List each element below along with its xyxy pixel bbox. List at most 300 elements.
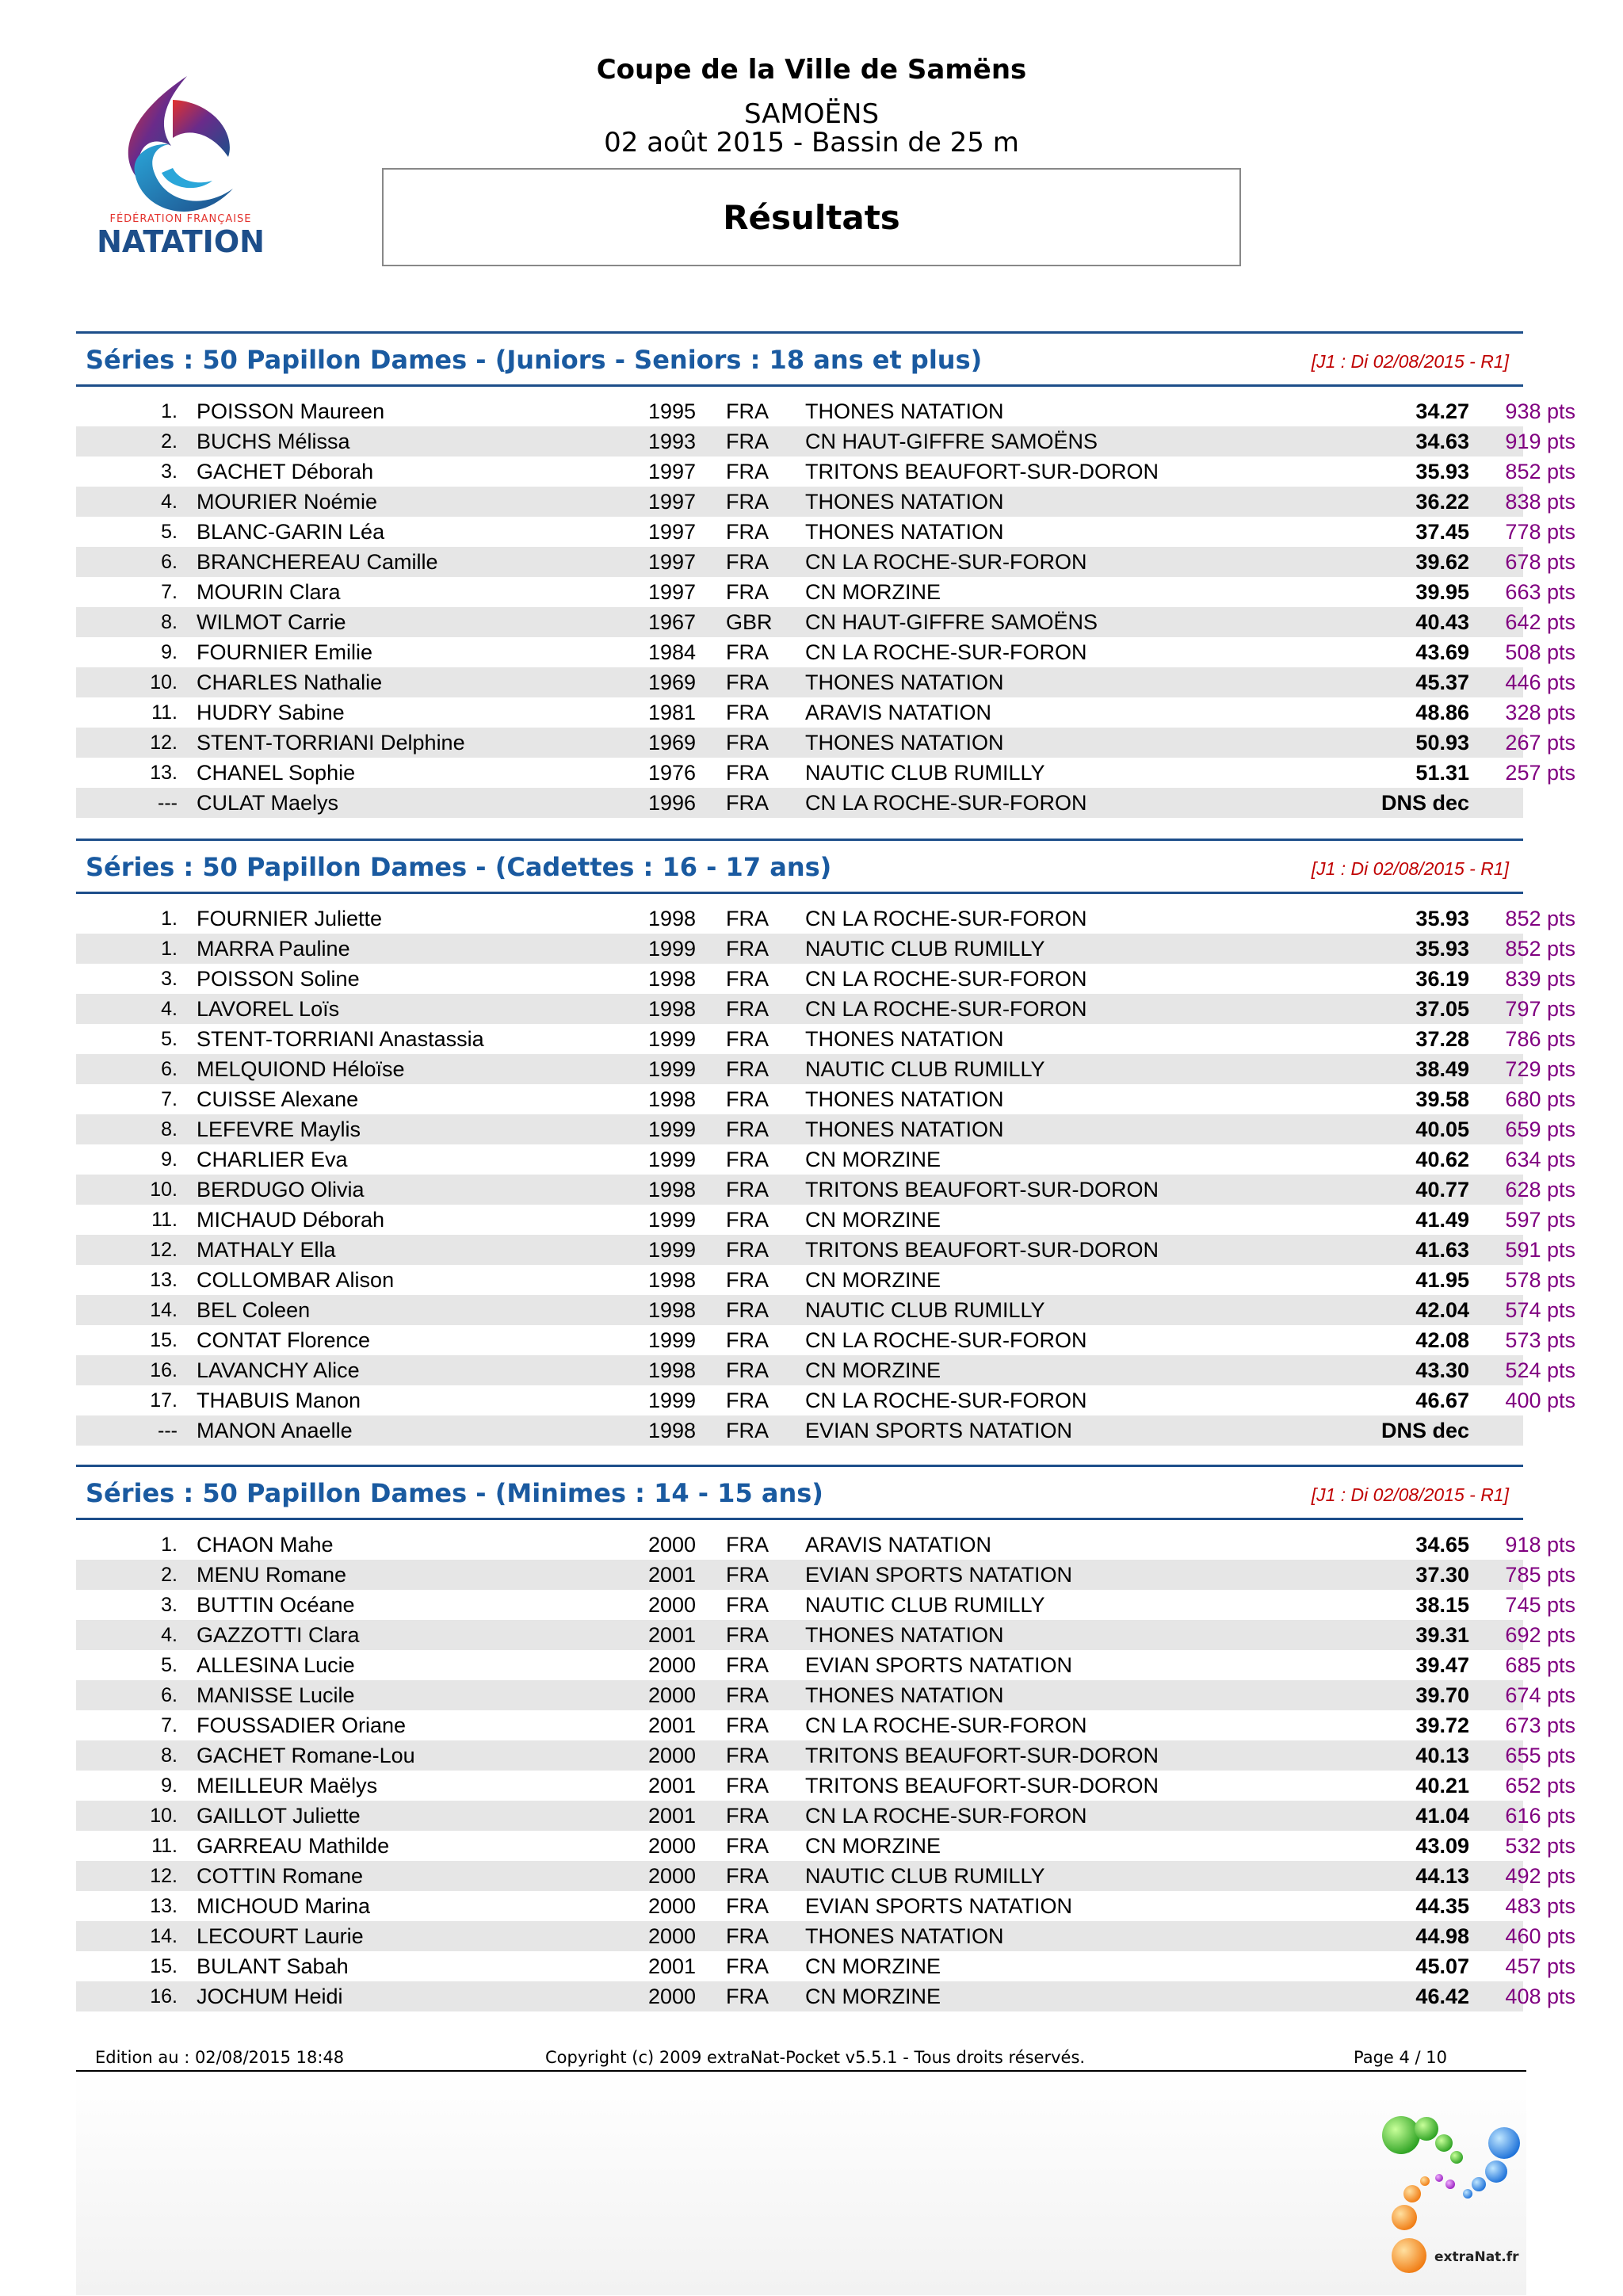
birth-year-cell: 1969 (648, 731, 697, 755)
section-title: Séries : 50 Papillon Dames - (Minimes : 14 - 15 ans) (86, 1478, 823, 1508)
swimmer-name-cell: BERDUGO Olivia (197, 1178, 365, 1201)
club-cell: NAUTIC CLUB RUMILLY (805, 761, 1045, 785)
time-cell: 40.13 (1415, 1744, 1469, 1767)
results-table (76, 1530, 1575, 2011)
results-title-box (382, 168, 1241, 266)
points-cell: 797 pts (1505, 997, 1575, 1021)
time-cell: 39.62 (1415, 550, 1469, 574)
birth-year-cell: 1998 (648, 1178, 697, 1201)
swimmer-name-cell: LAVANCHY Alice (197, 1358, 360, 1382)
rank-cell: 14. (150, 1925, 178, 1947)
table-row (76, 1560, 1575, 1590)
swimmer-name-cell: BULANT Sabah (197, 1954, 349, 1978)
points-cell: 574 pts (1505, 1298, 1575, 1322)
birth-year-cell: 2000 (648, 1924, 697, 1948)
table-row (76, 667, 1575, 697)
table-row (76, 547, 1575, 577)
birth-year-cell: 2001 (648, 1954, 697, 1978)
points-cell: 918 pts (1505, 1533, 1575, 1557)
club-cell: CN LA ROCHE-SUR-FORON (805, 1804, 1087, 1828)
points-cell: 532 pts (1505, 1834, 1575, 1858)
club-cell: CN LA ROCHE-SUR-FORON (805, 967, 1087, 991)
birth-year-cell: 1998 (648, 1268, 697, 1292)
rank-cell: 9. (161, 641, 178, 663)
meet-date: 02 août 2015 - Bassin de 25 m (604, 127, 1019, 159)
results-table (76, 396, 1575, 818)
points-cell: 663 pts (1505, 580, 1575, 604)
birth-year-cell: 2000 (648, 1683, 697, 1707)
nationality-cell: FRA (726, 1208, 769, 1232)
points-cell: 839 pts (1505, 967, 1575, 991)
table-row (76, 1680, 1575, 1710)
points-cell: 852 pts (1505, 460, 1575, 483)
table-row (76, 396, 1575, 426)
club-cell: CN MORZINE (805, 580, 941, 604)
club-cell: CN HAUT-GIFFRE SAMOËNS (805, 430, 1098, 453)
swimmer-name-cell: ALLESINA Lucie (197, 1653, 355, 1677)
time-cell: 39.47 (1415, 1653, 1469, 1677)
points-cell: 673 pts (1505, 1713, 1575, 1737)
meet-title: Coupe de la Ville de Samëns (596, 54, 1027, 86)
nationality-cell: FRA (726, 701, 769, 724)
time-cell: DNS dec (1381, 791, 1469, 815)
birth-year-cell: 1997 (648, 460, 697, 483)
rank-cell: 4. (161, 998, 178, 1020)
club-cell: TRITONS BEAUFORT-SUR-DORON (805, 460, 1159, 483)
club-cell: CN LA ROCHE-SUR-FORON (805, 791, 1087, 815)
rank-cell: 17. (150, 1389, 178, 1412)
nationality-cell: FRA (726, 997, 769, 1021)
nationality-cell: FRA (726, 1653, 769, 1677)
swimmer-name-cell: CHANEL Sophie (197, 761, 356, 785)
club-cell: EVIAN SPORTS NATATION (805, 1563, 1073, 1587)
table-row (76, 758, 1575, 788)
rank-cell: 15. (150, 1955, 178, 1977)
time-cell: 40.43 (1415, 610, 1469, 634)
points-cell: 457 pts (1505, 1954, 1575, 1978)
meet-city: SAMOËNS (743, 98, 880, 130)
swimmer-name-cell: STENT-TORRIANI Delphine (197, 731, 465, 755)
time-cell: 36.22 (1415, 490, 1469, 514)
club-cell: THONES NATATION (805, 1027, 1004, 1051)
table-row (76, 1620, 1575, 1650)
points-cell: 745 pts (1505, 1593, 1575, 1617)
birth-year-cell: 1995 (648, 399, 697, 423)
birth-year-cell: 2000 (648, 1894, 697, 1918)
nationality-cell: FRA (726, 1985, 769, 2008)
nationality-cell: FRA (726, 937, 769, 961)
nationality-cell: FRA (726, 1563, 769, 1587)
rank-cell: 5. (161, 1654, 178, 1676)
time-cell: 42.04 (1415, 1298, 1469, 1322)
table-row (76, 1355, 1575, 1385)
birth-year-cell: 1998 (648, 997, 697, 1021)
rank-cell: 2. (161, 430, 178, 453)
results-section (76, 839, 1575, 1446)
rank-cell: --- (158, 792, 178, 814)
time-cell: 46.67 (1415, 1389, 1469, 1412)
time-cell: 36.19 (1415, 967, 1469, 991)
time-cell: 39.31 (1415, 1623, 1469, 1647)
table-row (76, 1114, 1575, 1144)
nationality-cell: FRA (726, 1533, 769, 1557)
swimmer-name-cell: THABUIS Manon (197, 1389, 361, 1412)
section-header (76, 839, 1523, 894)
time-cell: 35.93 (1415, 460, 1469, 483)
rank-cell: 3. (161, 1594, 178, 1616)
points-cell: 655 pts (1505, 1744, 1575, 1767)
club-cell: THONES NATATION (805, 1087, 1004, 1111)
section-header (76, 331, 1523, 387)
swimmer-name-cell: POISSON Maureen (197, 399, 385, 423)
section-header (76, 1465, 1523, 1520)
time-cell: 35.93 (1415, 907, 1469, 930)
table-row (76, 1205, 1575, 1235)
club-cell: CN HAUT-GIFFRE SAMOËNS (805, 610, 1098, 634)
nationality-cell: FRA (726, 967, 769, 991)
table-row (76, 1921, 1575, 1951)
time-cell: 45.37 (1415, 670, 1469, 694)
rank-cell: 1. (161, 938, 178, 960)
swimmer-name-cell: GACHET Romane-Lou (197, 1744, 415, 1767)
club-cell: THONES NATATION (805, 670, 1004, 694)
rank-cell: 5. (161, 1028, 178, 1050)
results-title: Résultats (723, 197, 900, 237)
results-table (76, 904, 1575, 1446)
birth-year-cell: 1996 (648, 791, 697, 815)
points-cell: 919 pts (1505, 430, 1575, 453)
points-cell: 680 pts (1505, 1087, 1575, 1111)
club-cell: CN MORZINE (805, 1148, 941, 1171)
club-cell: ARAVIS NATATION (805, 1533, 992, 1557)
swimmer-name-cell: CHAON Mahe (197, 1533, 334, 1557)
nationality-cell: FRA (726, 550, 769, 574)
club-cell: NAUTIC CLUB RUMILLY (805, 1057, 1045, 1081)
table-row (76, 1265, 1575, 1295)
birth-year-cell: 1999 (648, 1328, 697, 1352)
nationality-cell: FRA (726, 1744, 769, 1767)
rank-cell: 11. (151, 1209, 178, 1231)
rank-cell: 3. (161, 460, 178, 483)
birth-year-cell: 1999 (648, 1208, 697, 1232)
swimmer-name-cell: MELQUIOND Héloïse (197, 1057, 405, 1081)
points-cell: 659 pts (1505, 1117, 1575, 1141)
points-cell: 328 pts (1505, 701, 1575, 724)
rank-cell: 9. (161, 1148, 178, 1171)
club-cell: CN LA ROCHE-SUR-FORON (805, 550, 1087, 574)
club-cell: THONES NATATION (805, 490, 1004, 514)
club-cell: EVIAN SPORTS NATATION (805, 1653, 1073, 1677)
nationality-cell: FRA (726, 761, 769, 785)
birth-year-cell: 1967 (648, 610, 697, 634)
club-cell: THONES NATATION (805, 1117, 1004, 1141)
club-cell: CN LA ROCHE-SUR-FORON (805, 1389, 1087, 1412)
swimmer-name-cell: WILMOT Carrie (197, 610, 346, 634)
swimmer-name-cell: BRANCHEREAU Camille (197, 550, 438, 574)
table-row (76, 1891, 1575, 1921)
points-cell: 492 pts (1505, 1864, 1575, 1888)
points-cell: 597 pts (1505, 1208, 1575, 1232)
rank-cell: 10. (150, 1179, 178, 1201)
birth-year-cell: 1998 (648, 1087, 697, 1111)
points-cell: 460 pts (1505, 1924, 1575, 1948)
birth-year-cell: 1999 (648, 1238, 697, 1262)
table-row (76, 457, 1575, 487)
nationality-cell: FRA (726, 670, 769, 694)
nationality-cell: FRA (726, 907, 769, 930)
club-cell: CN MORZINE (805, 1268, 941, 1292)
birth-year-cell: 2001 (648, 1563, 697, 1587)
table-row (76, 904, 1575, 934)
points-cell: 483 pts (1505, 1894, 1575, 1918)
points-cell: 678 pts (1505, 550, 1575, 574)
birth-year-cell: 1993 (648, 430, 697, 453)
club-cell: THONES NATATION (805, 1924, 1004, 1948)
swimmer-name-cell: BLANC-GARIN Léa (197, 520, 385, 544)
table-row (76, 1325, 1575, 1355)
table-row (76, 517, 1575, 547)
club-cell: TRITONS BEAUFORT-SUR-DORON (805, 1774, 1159, 1797)
club-cell: TRITONS BEAUFORT-SUR-DORON (805, 1178, 1159, 1201)
swimmer-name-cell: FOUSSADIER Oriane (197, 1713, 407, 1737)
points-cell: 257 pts (1505, 761, 1575, 785)
rank-cell: 6. (161, 1058, 178, 1080)
swimmer-name-cell: CONTAT Florence (197, 1328, 371, 1352)
swimmer-name-cell: MATHALY Ella (197, 1238, 336, 1262)
points-cell: 616 pts (1505, 1804, 1575, 1828)
time-cell: 46.42 (1415, 1985, 1469, 2008)
table-row (76, 964, 1575, 994)
swimmer-name-cell: CHARLES Nathalie (197, 670, 383, 694)
club-cell: TRITONS BEAUFORT-SUR-DORON (805, 1744, 1159, 1767)
nationality-cell: FRA (726, 1623, 769, 1647)
points-cell: 573 pts (1505, 1328, 1575, 1352)
rank-cell: 16. (150, 1985, 178, 2008)
birth-year-cell: 2000 (648, 1744, 697, 1767)
ffn-logo-subtitle: FÉDÉRATION FRANÇAISE (109, 213, 252, 225)
nationality-cell: FRA (726, 791, 769, 815)
points-cell: 652 pts (1505, 1774, 1575, 1797)
club-cell: THONES NATATION (805, 1623, 1004, 1647)
rank-cell: 12. (150, 1239, 178, 1261)
footer-copyright: Copyright (c) 2009 extraNat-Pocket v5.5.1 - Tous droits réservés. (545, 2048, 1086, 2067)
table-row (76, 1295, 1575, 1325)
rank-cell: 11. (151, 701, 178, 724)
time-cell: 38.15 (1415, 1593, 1469, 1617)
swimmer-name-cell: LECOURT Laurie (197, 1924, 364, 1948)
points-cell: 778 pts (1505, 520, 1575, 544)
time-cell: 40.05 (1415, 1117, 1469, 1141)
rank-cell: 13. (150, 1895, 178, 1917)
birth-year-cell: 1999 (648, 1057, 697, 1081)
time-cell: 43.30 (1415, 1358, 1469, 1382)
points-cell: 674 pts (1505, 1683, 1575, 1707)
rank-cell: 16. (150, 1359, 178, 1381)
club-cell: CN LA ROCHE-SUR-FORON (805, 1713, 1087, 1737)
rank-cell: 13. (150, 1269, 178, 1291)
swimmer-name-cell: CULAT Maelys (197, 791, 339, 815)
swimmer-name-cell: LAVOREL Loïs (197, 997, 340, 1021)
birth-year-cell: 2000 (648, 1985, 697, 2008)
table-row (76, 1831, 1575, 1861)
swimmer-name-cell: GARREAU Mathilde (197, 1834, 390, 1858)
rank-cell: 8. (161, 1744, 178, 1767)
points-cell: 408 pts (1505, 1985, 1575, 2008)
time-cell: 44.13 (1415, 1864, 1469, 1888)
rank-cell: --- (158, 1419, 178, 1442)
table-row (76, 1771, 1575, 1801)
time-cell: 34.65 (1415, 1533, 1469, 1557)
birth-year-cell: 1998 (648, 907, 697, 930)
table-row (76, 637, 1575, 667)
birth-year-cell: 1998 (648, 1419, 697, 1442)
time-cell: 37.05 (1415, 997, 1469, 1021)
section-session-info: [J1 : Di 02/08/2015 - R1] (1311, 858, 1509, 879)
club-cell: THONES NATATION (805, 520, 1004, 544)
club-cell: NAUTIC CLUB RUMILLY (805, 1864, 1045, 1888)
birth-year-cell: 2000 (648, 1593, 697, 1617)
points-cell: 692 pts (1505, 1623, 1575, 1647)
table-row (76, 1415, 1523, 1446)
time-cell: 40.21 (1415, 1774, 1469, 1797)
time-cell: 34.27 (1415, 399, 1469, 423)
swimmer-name-cell: CUISSE Alexane (197, 1087, 359, 1111)
table-row (76, 1650, 1575, 1680)
points-cell: 508 pts (1505, 640, 1575, 664)
section-title: Séries : 50 Papillon Dames - (Cadettes : 16 - 17 ans) (86, 852, 832, 882)
points-cell: 685 pts (1505, 1653, 1575, 1677)
rank-cell: 1. (161, 1534, 178, 1556)
rank-cell: 8. (161, 611, 178, 633)
birth-year-cell: 2000 (648, 1834, 697, 1858)
swimmer-name-cell: FOURNIER Juliette (197, 907, 383, 930)
club-cell: NAUTIC CLUB RUMILLY (805, 1593, 1045, 1617)
table-row (76, 934, 1575, 964)
birth-year-cell: 1984 (648, 640, 697, 664)
table-row (76, 1710, 1575, 1740)
nationality-cell: FRA (726, 520, 769, 544)
points-cell: 852 pts (1505, 907, 1575, 930)
nationality-cell: FRA (726, 1954, 769, 1978)
swimmer-name-cell: MICHOUD Marina (197, 1894, 371, 1918)
rank-cell: 10. (150, 1805, 178, 1827)
rank-cell: 7. (161, 581, 178, 603)
swimmer-name-cell: HUDRY Sabine (197, 701, 345, 724)
time-cell: 43.69 (1415, 640, 1469, 664)
time-cell: 37.45 (1415, 520, 1469, 544)
time-cell: 40.62 (1415, 1148, 1469, 1171)
nationality-cell: FRA (726, 1298, 769, 1322)
table-row (76, 1590, 1575, 1620)
nationality-cell: FRA (726, 1419, 769, 1442)
club-cell: THONES NATATION (805, 731, 1004, 755)
club-cell: CN MORZINE (805, 1358, 941, 1382)
swimmer-name-cell: MICHAUD Déborah (197, 1208, 385, 1232)
rank-cell: 5. (161, 521, 178, 543)
rank-cell: 1. (161, 400, 178, 422)
footer-edition: Edition au : 02/08/2015 18:48 (95, 2048, 345, 2067)
rank-cell: 9. (161, 1775, 178, 1797)
rank-cell: 7. (161, 1714, 178, 1736)
club-cell: CN LA ROCHE-SUR-FORON (805, 1328, 1087, 1352)
points-cell: 446 pts (1505, 670, 1575, 694)
swimmer-name-cell: CHARLIER Eva (197, 1148, 348, 1171)
points-cell: 524 pts (1505, 1358, 1575, 1382)
club-cell: CN MORZINE (805, 1985, 941, 2008)
swimmer-name-cell: MENU Romane (197, 1563, 347, 1587)
table-row (76, 1235, 1575, 1265)
nationality-cell: FRA (726, 1683, 769, 1707)
nationality-cell: FRA (726, 1238, 769, 1262)
results-section (76, 1465, 1575, 2011)
time-cell: 39.72 (1415, 1713, 1469, 1737)
table-row (76, 1981, 1575, 2011)
rank-cell: 8. (161, 1118, 178, 1140)
time-cell: 34.63 (1415, 430, 1469, 453)
swimmer-name-cell: GAZZOTTI Clara (197, 1623, 360, 1647)
nationality-cell: FRA (726, 1894, 769, 1918)
table-row (76, 697, 1575, 728)
rank-cell: 15. (150, 1329, 178, 1351)
points-cell: 267 pts (1505, 731, 1575, 755)
club-cell: EVIAN SPORTS NATATION (805, 1894, 1073, 1918)
birth-year-cell: 2001 (648, 1713, 697, 1737)
birth-year-cell: 1999 (648, 937, 697, 961)
table-row (76, 1144, 1575, 1175)
time-cell: 39.70 (1415, 1683, 1469, 1707)
swimmer-name-cell: STENT-TORRIANI Anastassia (197, 1027, 484, 1051)
time-cell: DNS dec (1381, 1419, 1469, 1442)
nationality-cell: FRA (726, 460, 769, 483)
nationality-cell: FRA (726, 490, 769, 514)
swimmer-name-cell: LEFEVRE Maylis (197, 1117, 361, 1141)
nationality-cell: FRA (726, 1087, 769, 1111)
bottom-band (76, 2073, 1526, 2295)
swimmer-name-cell: MARRA Pauline (197, 937, 350, 961)
section-title: Séries : 50 Papillon Dames - (Juniors - Seniors : 18 ans et plus) (86, 345, 983, 375)
birth-year-cell: 1997 (648, 490, 697, 514)
rank-cell: 12. (150, 732, 178, 754)
time-cell: 42.08 (1415, 1328, 1469, 1352)
points-cell: 729 pts (1505, 1057, 1575, 1081)
time-cell: 43.09 (1415, 1834, 1469, 1858)
results-section (76, 331, 1575, 818)
swimmer-name-cell: POISSON Soline (197, 967, 360, 991)
rank-cell: 14. (150, 1299, 178, 1321)
time-cell: 41.49 (1415, 1208, 1469, 1232)
table-row (76, 607, 1575, 637)
swimmer-name-cell: MOURIN Clara (197, 580, 341, 604)
birth-year-cell: 1998 (648, 967, 697, 991)
rank-cell: 10. (150, 671, 178, 693)
birth-year-cell: 1969 (648, 670, 697, 694)
rank-cell: 6. (161, 1684, 178, 1706)
swimmer-name-cell: BUTTIN Océane (197, 1593, 355, 1617)
rank-cell: 4. (161, 491, 178, 513)
swimmer-name-cell: GACHET Déborah (197, 460, 374, 483)
birth-year-cell: 2001 (648, 1804, 697, 1828)
club-cell: TRITONS BEAUFORT-SUR-DORON (805, 1238, 1159, 1262)
nationality-cell: FRA (726, 1268, 769, 1292)
nationality-cell: FRA (726, 1178, 769, 1201)
club-cell: THONES NATATION (805, 399, 1004, 423)
club-cell: CN MORZINE (805, 1208, 941, 1232)
nationality-cell: FRA (726, 1774, 769, 1797)
table-row (76, 1951, 1575, 1981)
rank-cell: 4. (161, 1624, 178, 1646)
club-cell: CN MORZINE (805, 1954, 941, 1978)
birth-year-cell: 1997 (648, 580, 697, 604)
